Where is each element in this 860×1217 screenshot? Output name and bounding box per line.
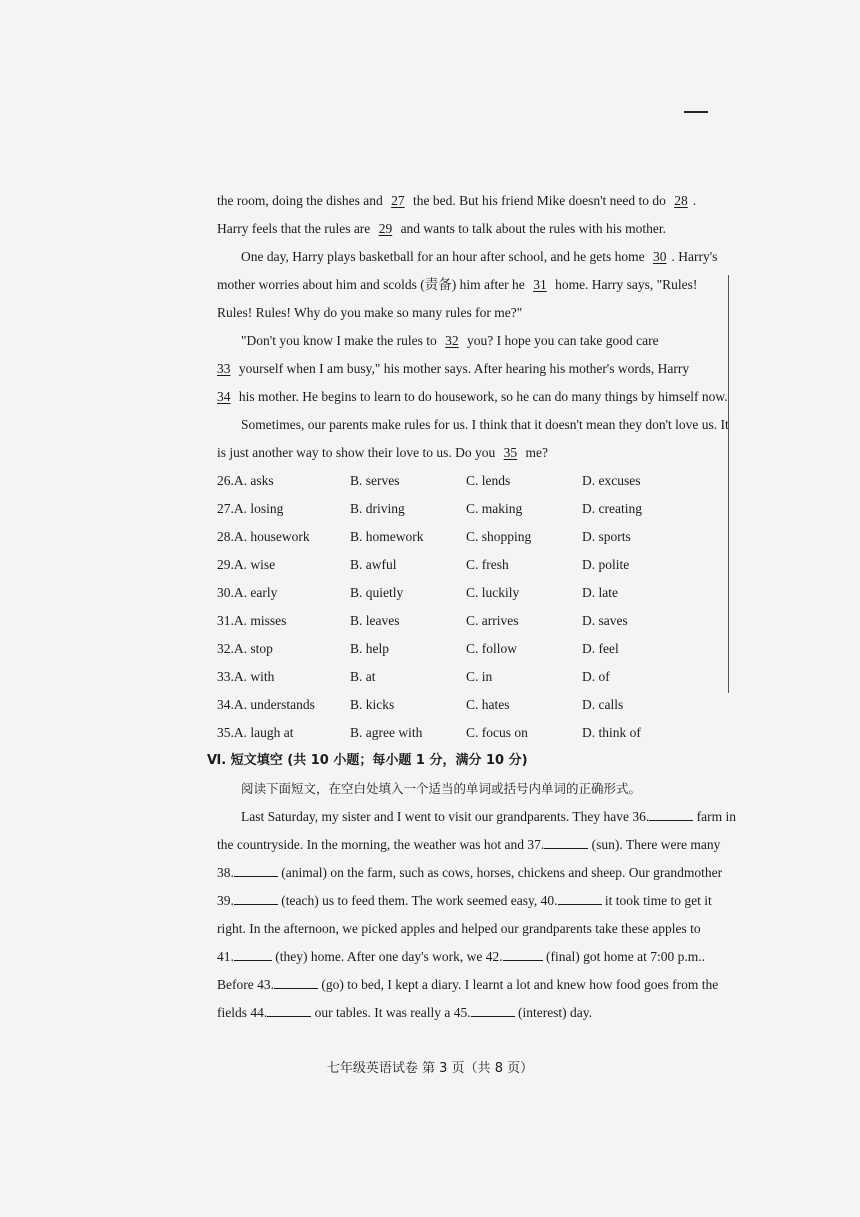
answer-blank[interactable] bbox=[234, 892, 278, 905]
option-d[interactable]: D. polite bbox=[582, 557, 630, 572]
option-d[interactable]: D. late bbox=[582, 585, 618, 600]
passage-line: 41. (they) home. After one day's work, we 42. (final) got home at 7:00 p.m.. bbox=[217, 949, 705, 964]
option-d[interactable]: D. feel bbox=[582, 641, 619, 656]
page-footer: 七年级英语试卷 第 3 页（共 8 页） bbox=[326, 1061, 534, 1076]
answer-blank[interactable] bbox=[234, 864, 278, 877]
option-a[interactable]: 33.A. with bbox=[217, 669, 275, 684]
passage-line: 33 yourself when I am busy," his mother says. After hearing his mother's words, Harry bbox=[217, 361, 690, 376]
answer-blank[interactable] bbox=[267, 1004, 311, 1017]
passage-line: One day, Harry plays basketball for an hour after school, and he gets home 30 . Harry's bbox=[241, 249, 718, 264]
answer-blank[interactable] bbox=[234, 948, 272, 961]
option-c[interactable]: C. follow bbox=[466, 641, 518, 656]
passage-line: mother worries about him and scolds (责备) him after he 31 home. Harry says, "Rules! bbox=[217, 277, 698, 292]
answer-blank[interactable] bbox=[544, 836, 588, 849]
passage-line: the countryside. In the morning, the weather was hot and 37. (sun). There were many bbox=[217, 837, 721, 852]
option-a[interactable]: 27.A. losing bbox=[217, 501, 284, 516]
passage-line: 39. (teach) us to feed them. The work seemed easy, 40. it took time to get it bbox=[217, 893, 712, 908]
option-a[interactable]: 32.A. stop bbox=[217, 641, 273, 656]
passage-line: 34 his mother. He begins to learn to do housework, so he can do many things by himself now. bbox=[217, 389, 728, 404]
passage-line: "Don't you know I make the rules to 32 you? I hope you can take good care bbox=[241, 333, 659, 348]
option-b[interactable]: B. quietly bbox=[350, 585, 404, 600]
question-number: 28. bbox=[217, 529, 234, 544]
answer-blank[interactable] bbox=[274, 976, 318, 989]
option-c[interactable]: C. making bbox=[466, 501, 523, 516]
option-b[interactable]: B. at bbox=[350, 669, 376, 684]
option-a[interactable]: 26.A. asks bbox=[217, 473, 274, 488]
option-c[interactable]: C. focus on bbox=[466, 725, 528, 740]
passage-line: Before 43. (go) to bed, I kept a diary. I learnt a lot and knew how food goes from the bbox=[217, 977, 719, 992]
option-c[interactable]: C. fresh bbox=[466, 557, 509, 572]
answer-blank[interactable] bbox=[558, 892, 602, 905]
option-c[interactable]: C. arrives bbox=[466, 613, 519, 628]
passage-line: right. In the afternoon, we picked apples and helped our grandparents take these apples to bbox=[217, 921, 701, 936]
option-a[interactable]: 30.A. early bbox=[217, 585, 278, 600]
option-a[interactable]: 29.A. wise bbox=[217, 557, 276, 572]
option-d[interactable]: D. calls bbox=[582, 697, 624, 712]
question-number: 26. bbox=[217, 473, 234, 488]
option-a[interactable]: 34.A. understands bbox=[217, 697, 315, 712]
option-c[interactable]: C. in bbox=[466, 669, 493, 684]
option-d[interactable]: D. sports bbox=[582, 529, 631, 544]
option-d[interactable]: D. creating bbox=[582, 501, 642, 516]
option-b[interactable]: B. leaves bbox=[350, 613, 400, 628]
option-d[interactable]: D. excuses bbox=[582, 473, 641, 488]
option-b[interactable]: B. kicks bbox=[350, 697, 395, 712]
passage-line: Harry feels that the rules are 29 and wants to talk about the rules with his mother. bbox=[217, 221, 667, 236]
question-number: 27. bbox=[217, 501, 234, 516]
question-number: 33. bbox=[217, 669, 234, 684]
option-a[interactable]: 28.A. housework bbox=[217, 529, 310, 544]
option-c[interactable]: C. lends bbox=[466, 473, 511, 488]
answer-blank[interactable] bbox=[503, 948, 543, 961]
option-a[interactable]: 35.A. laugh at bbox=[217, 725, 294, 740]
section-title: Ⅵ. 短文填空 (共 10 小题；每小题 1 分，满分 10 分) bbox=[207, 753, 528, 768]
option-b[interactable]: B. driving bbox=[350, 501, 405, 516]
passage-line: the room, doing the dishes and 27 the bed. But his friend Mike doesn't need to do 28 . bbox=[217, 193, 697, 208]
question-number: 35. bbox=[217, 725, 234, 740]
option-b[interactable]: B. help bbox=[350, 641, 389, 656]
scan-mark-top bbox=[684, 111, 708, 113]
option-c[interactable]: C. hates bbox=[466, 697, 510, 712]
option-a[interactable]: 31.A. misses bbox=[217, 613, 287, 628]
question-number: 30. bbox=[217, 585, 234, 600]
question-number: 29. bbox=[217, 557, 234, 572]
option-c[interactable]: C. shopping bbox=[466, 529, 532, 544]
passage-line: Sometimes, our parents make rules for us. I think that it doesn't mean they don't love us. It bbox=[241, 417, 729, 432]
section-instruction: 阅读下面短文，在空白处填入一个适当的单词或括号内单词的正确形式。 bbox=[241, 781, 642, 796]
scan-mark-right bbox=[728, 275, 729, 693]
question-number: 34. bbox=[217, 697, 234, 712]
option-b[interactable]: B. serves bbox=[350, 473, 400, 488]
passage-line: fields 44. our tables. It was really a 45. (interest) day. bbox=[217, 1005, 593, 1020]
passage-line: Rules! Rules! Why do you make so many rules for me?" bbox=[217, 305, 523, 320]
option-d[interactable]: D. think of bbox=[582, 725, 641, 740]
question-number: 31. bbox=[217, 613, 234, 628]
answer-blank[interactable] bbox=[471, 1004, 515, 1017]
option-b[interactable]: B. awful bbox=[350, 557, 397, 572]
option-b[interactable]: B. agree with bbox=[350, 725, 423, 740]
option-c[interactable]: C. luckily bbox=[466, 585, 520, 600]
answer-blank[interactable] bbox=[649, 808, 693, 821]
passage-line: is just another way to show their love to us. Do you 35 me? bbox=[217, 445, 548, 460]
passage-line: 38. (animal) on the farm, such as cows, horses, chickens and sheep. Our grandmother bbox=[217, 865, 723, 880]
passage-line: Last Saturday, my sister and I went to visit our grandparents. They have 36. farm in bbox=[241, 809, 737, 824]
option-b[interactable]: B. homework bbox=[350, 529, 424, 544]
option-d[interactable]: D. saves bbox=[582, 613, 628, 628]
option-d[interactable]: D. of bbox=[582, 669, 610, 684]
question-number: 32. bbox=[217, 641, 234, 656]
